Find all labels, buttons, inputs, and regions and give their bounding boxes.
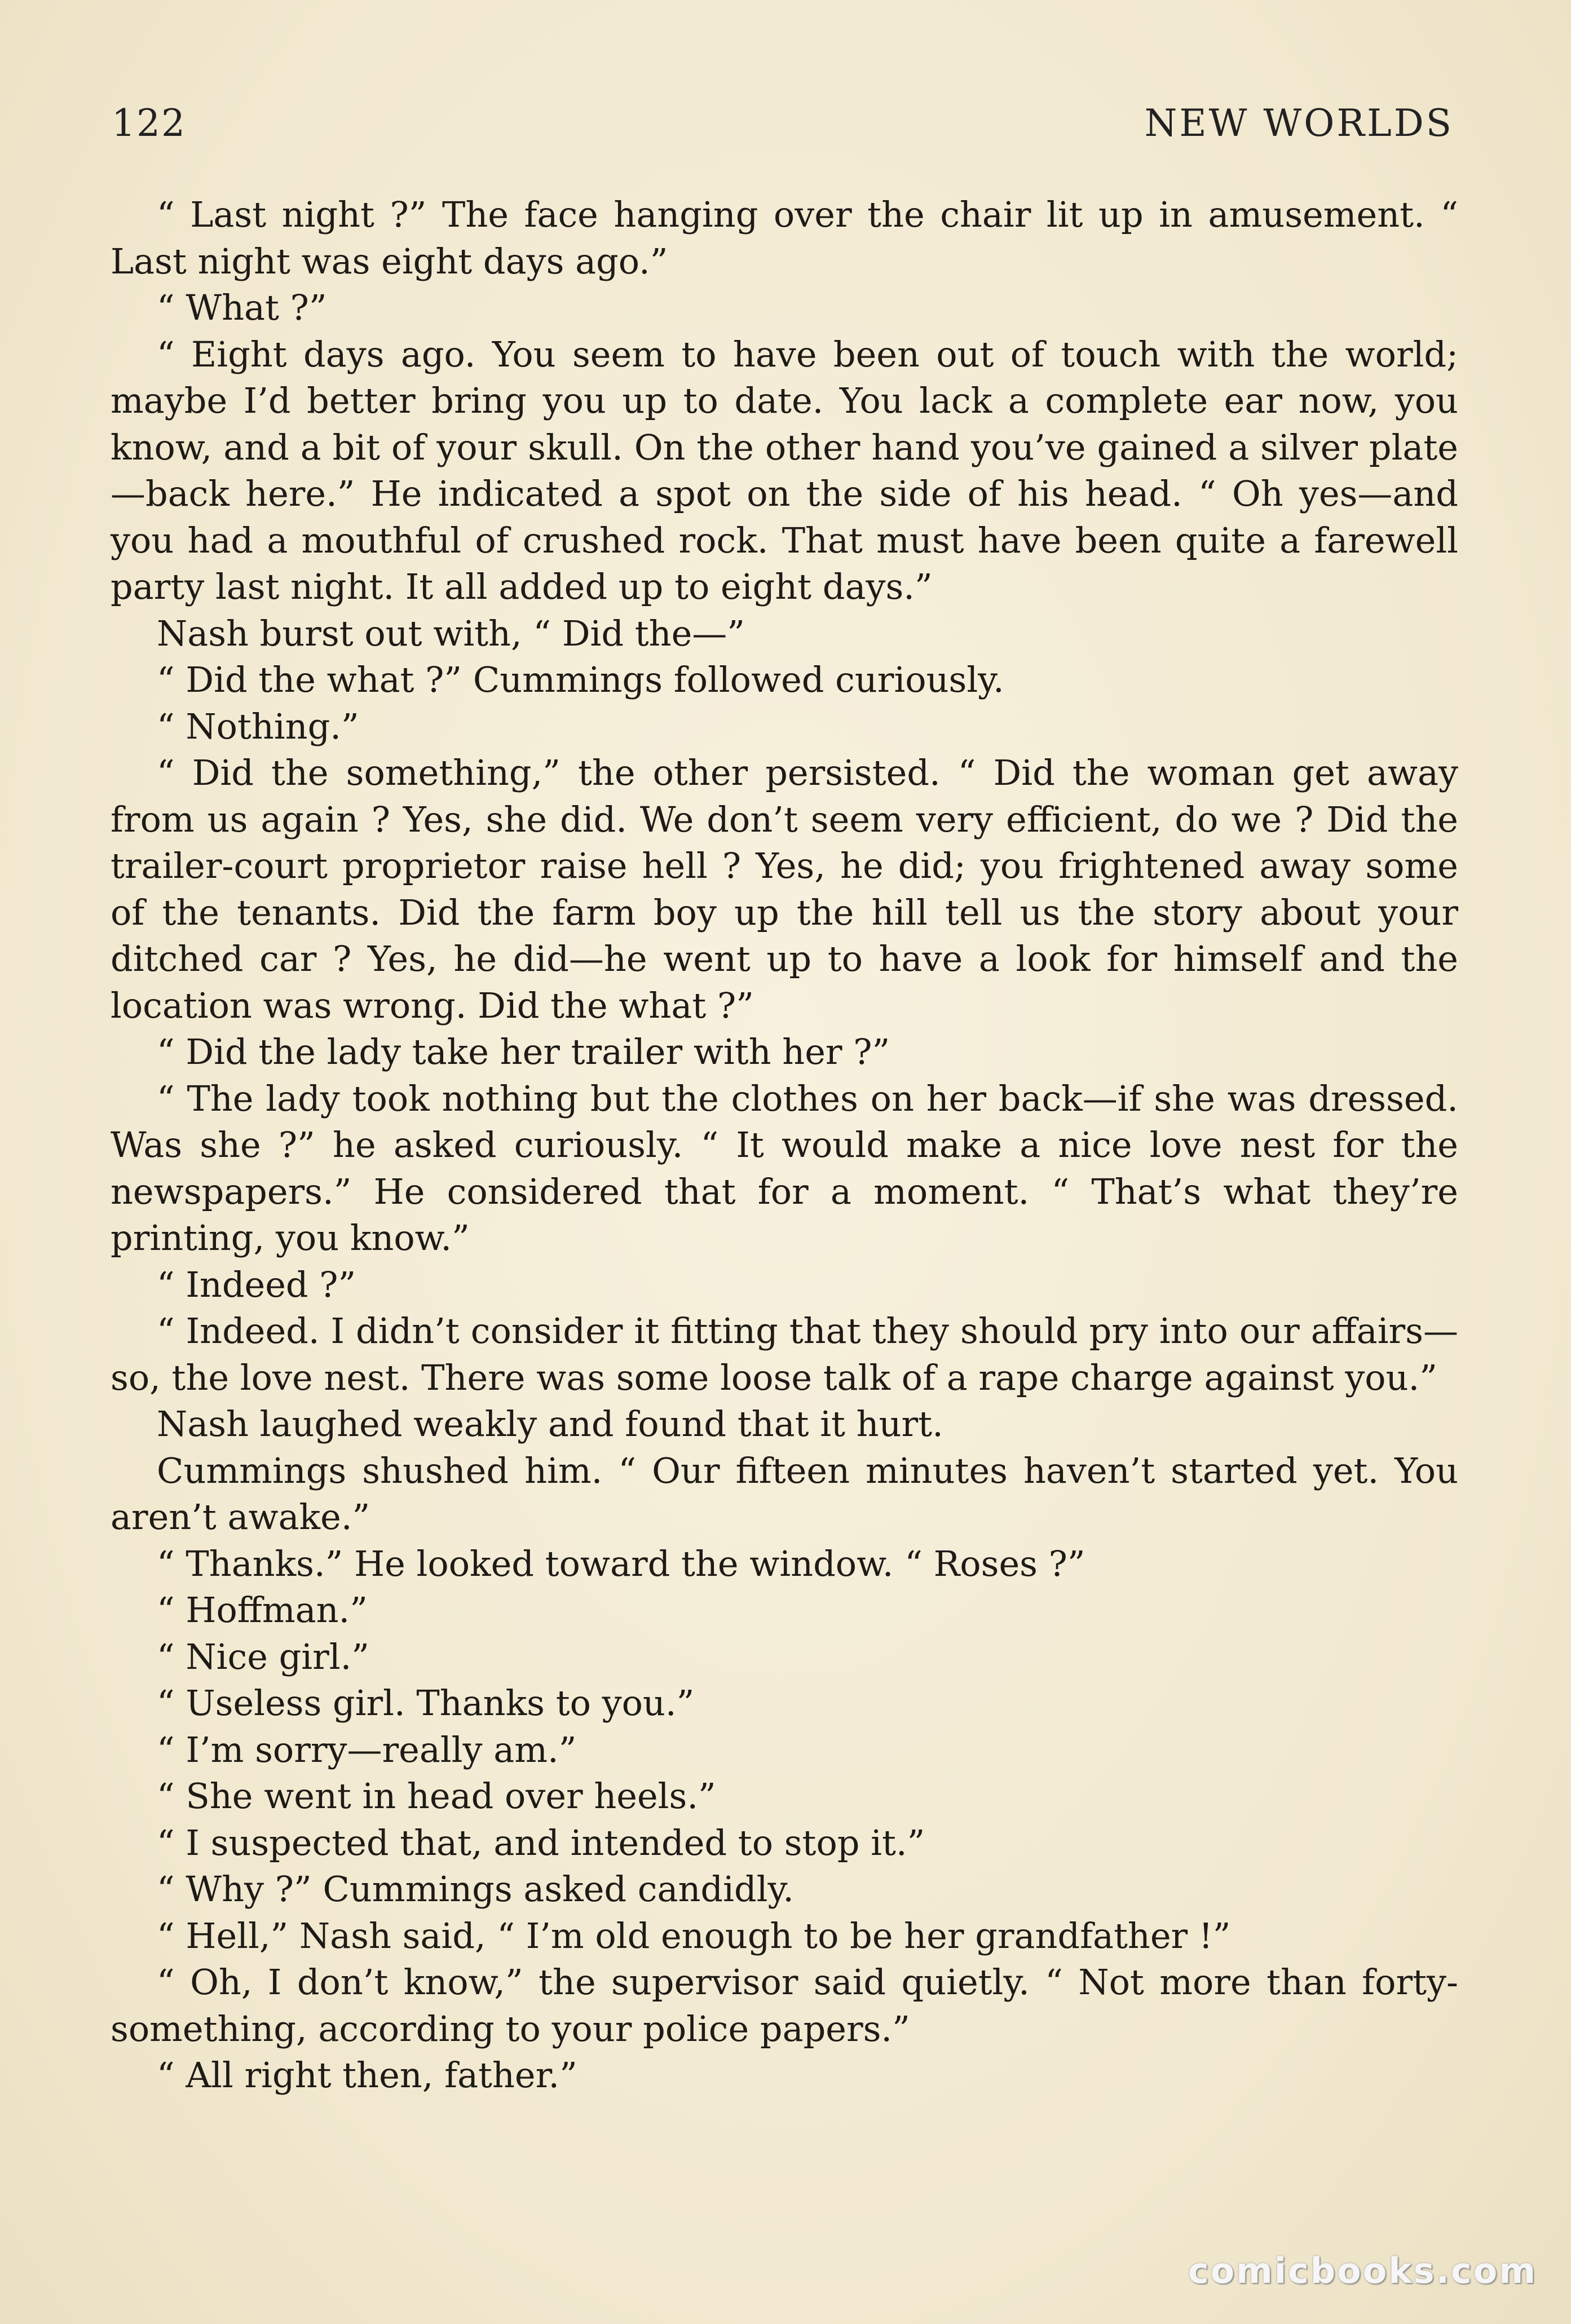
paragraph: “ Did the what ?” Cummings followed curiously. <box>157 659 1004 700</box>
paragraph: “ I suspected that, and intended to stop it.” <box>157 1822 925 1863</box>
paragraph: “ I’m sorry—really am.” <box>157 1729 577 1770</box>
paragraph: “ Useless girl. Thanks to you.” <box>157 1682 695 1724</box>
paragraph: Nash laughed weakly and found that it hurt. <box>157 1403 943 1444</box>
paragraph: “ Hoffman.” <box>157 1589 368 1631</box>
paragraph: Nash burst out with, “ Did the—” <box>157 612 745 654</box>
paragraph: “ Why ?” Cummings asked candidly. <box>157 1868 794 1910</box>
paragraph: “ Did the something,” the other persisted. “ Did the woman get away from us again ? Yes, she did. We don’t seem very efficient, do we ? Did the trailer-court proprietor raise hell ? Yes, he did; you frightened away some of the tenants. Did the farm boy up the hill tell us the story about your ditched car ? Yes, he did—he went up to have a look for himself and the location was wrong. Did the what ?” <box>111 752 1458 1026</box>
paragraph: “ Hell,” Nash said, “ I’m old enough to be her grandfather !” <box>157 1915 1231 1956</box>
running-head: NEW WORLDS <box>1144 101 1454 145</box>
paragraph: “ Indeed ?” <box>157 1263 356 1305</box>
paragraph: “ Thanks.” He looked toward the window. “ Roses ?” <box>157 1543 1085 1584</box>
paragraph: “ Indeed. I didn’t consider it fitting that they should pry into our affairs—so, the love nest. There was some loose talk of a rape charge against you.” <box>111 1310 1458 1398</box>
paragraph: “ She went in head over heels.” <box>157 1775 716 1817</box>
page-number: 122 <box>112 101 186 145</box>
body-text <box>111 192 1458 2099</box>
paragraph: “ All right then, father.” <box>157 2055 577 2096</box>
page-header <box>112 101 1454 158</box>
paragraph: “ Oh, I don’t know,” the supervisor said quietly. “ Not more than forty-something, according to your police papers.” <box>111 1961 1458 2049</box>
paragraph: Cummings shushed him. “ Our fifteen minutes haven’t started yet. You aren’t awake.” <box>111 1450 1458 1537</box>
paragraph: “ What ?” <box>157 287 327 328</box>
paragraph: “ Nice girl.” <box>157 1636 369 1677</box>
paragraph: “ Eight days ago. You seem to have been out of touch with the world; maybe I’d better bring you up to date. You lack a complete ear now, you know, and a bit of your skull. On the other hand you’ve gained a silver plate—back here.” He indicated a spot on the side of his head. “ Oh yes—and you had a mouthful of crushed rock. That must have been quite a farewell party last night. It all added up to eight days.” <box>111 333 1458 607</box>
paragraph: “ Nothing.” <box>157 705 359 747</box>
paragraph: “ The lady took nothing but the clothes on her back—if she was dressed. Was she ?” he asked curiously. “ It would make a nice love nest for the newspapers.” He considered that for a moment. “ That’s what they’re printing, you know.” <box>111 1077 1458 1258</box>
watermark: comicbooks.com <box>1188 2250 1537 2291</box>
paragraph: “ Did the lady take her trailer with her ?” <box>157 1031 890 1072</box>
paragraph: “ Last night ?” The face hanging over the chair lit up in amusement. “ Last night was eight days ago.” <box>111 194 1458 282</box>
